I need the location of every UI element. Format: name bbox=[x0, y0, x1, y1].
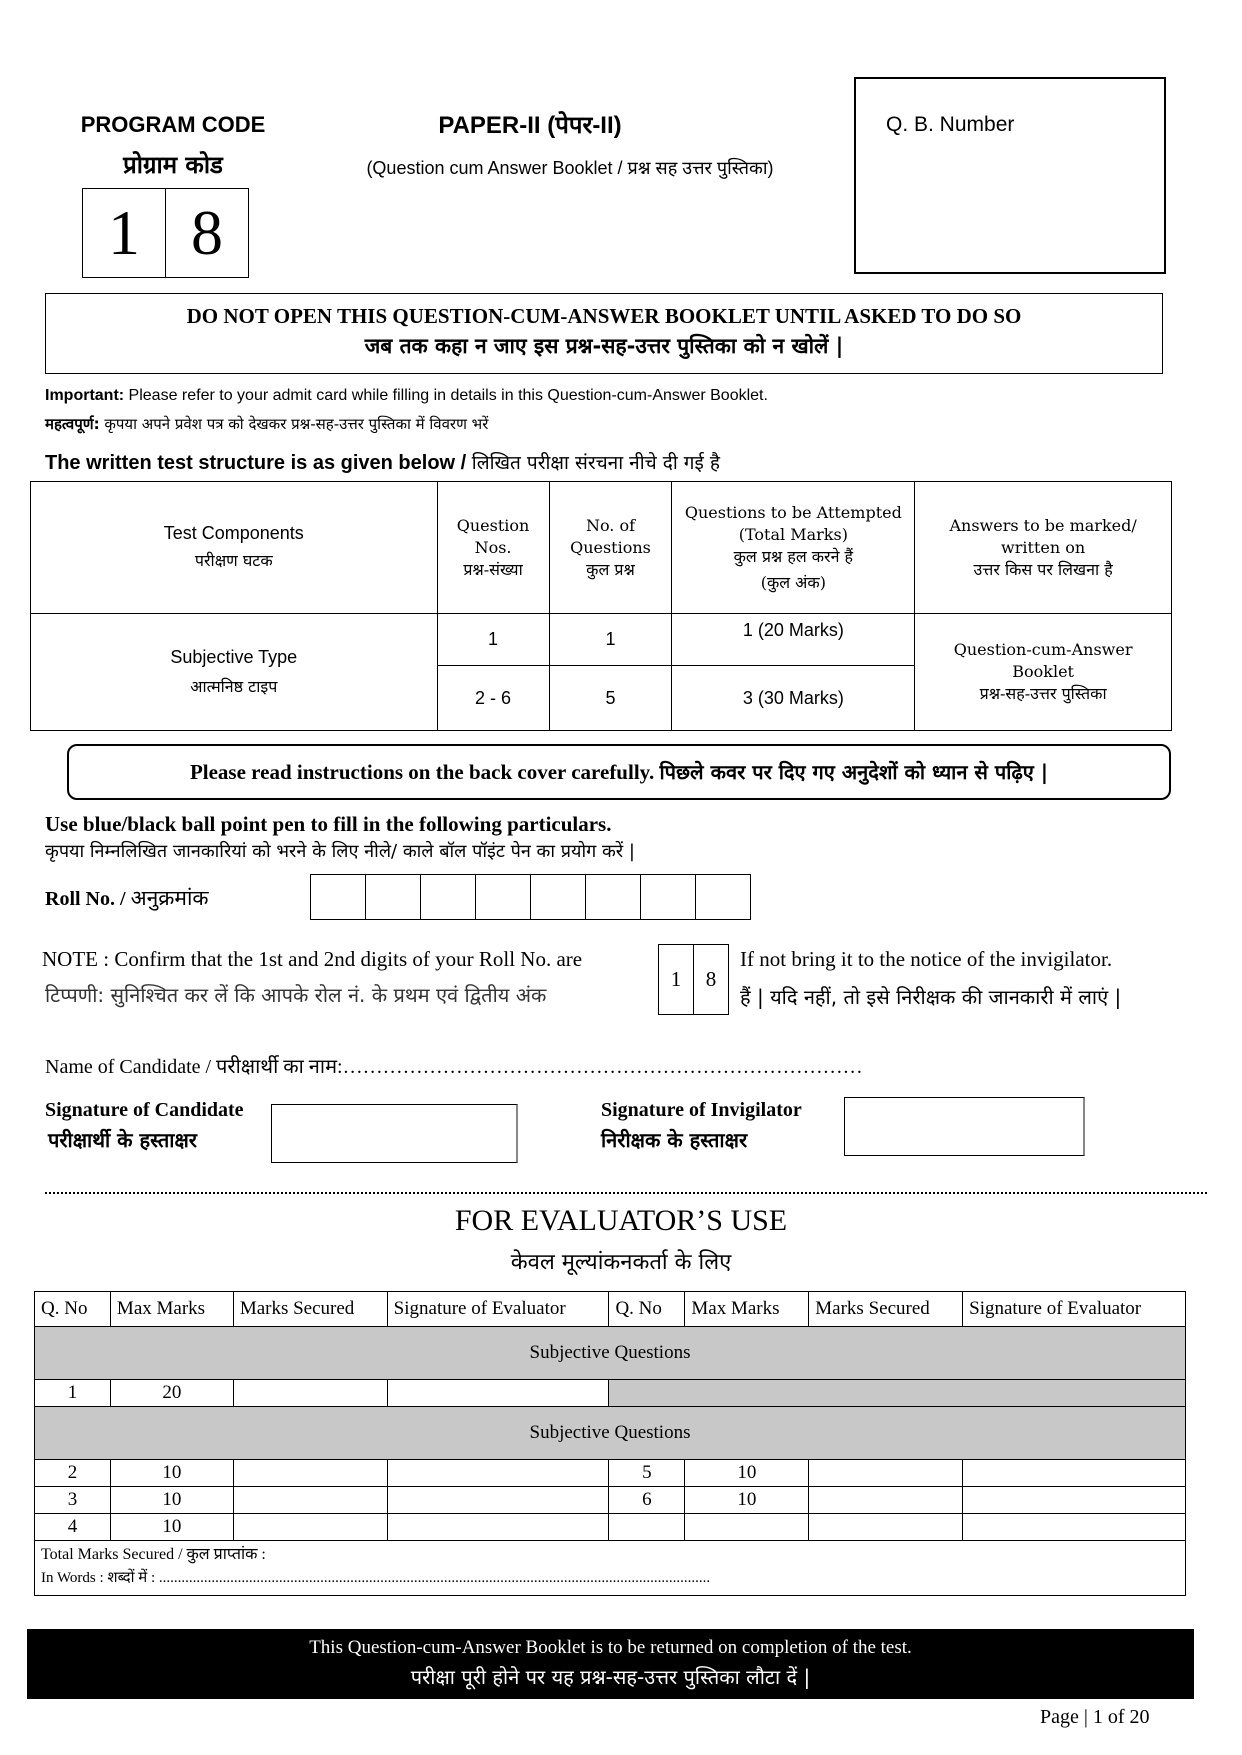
section-label: Subjective Questions bbox=[35, 1327, 1186, 1380]
max-marks: 10 bbox=[685, 1460, 809, 1487]
header-attempt-hi1: कुल प्रश्न हल करने हैं bbox=[733, 546, 854, 566]
header-qnos-line2: Nos. bbox=[474, 537, 512, 557]
signature-invigilator-label: Signature of Invigilator bbox=[601, 1099, 802, 1121]
note-digit: 8 bbox=[693, 945, 728, 1014]
structure-heading-en: The written test structure is as given below / bbox=[45, 452, 472, 474]
header-components bbox=[31, 482, 438, 614]
important-text: Please refer to your admit card while filling in details in this Question-cum-Answer Booklet. bbox=[124, 387, 768, 404]
marks-secured-cell[interactable] bbox=[809, 1460, 963, 1487]
header-noq-line1: No. of bbox=[585, 515, 636, 535]
row1-count: 1 bbox=[549, 614, 672, 666]
q-no: 5 bbox=[609, 1460, 685, 1487]
max-marks: 10 bbox=[110, 1487, 233, 1514]
roll-no-label-en: Roll No. / bbox=[45, 888, 131, 910]
program-code-box bbox=[82, 188, 249, 278]
test-structure-table bbox=[30, 481, 1172, 731]
candidate-name-dots: …………………………………………………………………… bbox=[342, 1056, 863, 1078]
structure-heading bbox=[45, 449, 720, 475]
section-row bbox=[35, 1407, 1186, 1460]
in-words-label: In Words : शब्दों में : bbox=[41, 1570, 159, 1586]
roll-no-digit-box[interactable] bbox=[530, 875, 585, 919]
paper-title: PAPER-II (पेपर-II) bbox=[438, 112, 622, 139]
roll-no-boxes[interactable] bbox=[310, 874, 751, 920]
q-no: 3 bbox=[35, 1487, 111, 1514]
evaluator-signature-cell[interactable] bbox=[387, 1487, 609, 1514]
max-marks: 20 bbox=[110, 1380, 233, 1407]
marks-secured-cell[interactable] bbox=[233, 1380, 387, 1407]
qb-number-box[interactable] bbox=[854, 77, 1166, 274]
evaluator-signature-cell[interactable] bbox=[387, 1514, 609, 1541]
paper-subtitle: (Question cum Answer Booklet / प्रश्न सह उत्तर पुस्तिका) bbox=[366, 158, 774, 178]
note-after-hi: हैं | यदि नहीं, तो इसे निरीक्षक की जानकारी में लाएं | bbox=[740, 985, 1122, 1009]
col-header: Marks Secured bbox=[233, 1292, 387, 1327]
instructions-note-hi: पिछले कवर पर दिए गए अनुदेशों को ध्यान से पढ़िए | bbox=[659, 760, 1049, 784]
evaluator-title: FOR EVALUATOR’S USE bbox=[454, 1204, 788, 1237]
q-no: 2 bbox=[35, 1460, 111, 1487]
table-row bbox=[35, 1380, 1186, 1407]
section-label: Subjective Questions bbox=[35, 1407, 1186, 1460]
header-no-of-questions bbox=[549, 482, 672, 614]
evaluator-signature-cell[interactable] bbox=[963, 1514, 1186, 1541]
marks-secured-cell[interactable] bbox=[233, 1514, 387, 1541]
signature-candidate-box[interactable] bbox=[271, 1104, 518, 1163]
program-code-label: PROGRAM CODE bbox=[80, 112, 266, 137]
roll-no-digit-box[interactable] bbox=[585, 875, 640, 919]
row2-attempt: 3 (30 Marks) bbox=[672, 666, 915, 731]
table-row bbox=[31, 614, 1172, 666]
answer-on-en1: Question-cum-Answer bbox=[953, 640, 1133, 659]
important-note bbox=[45, 387, 768, 405]
program-code-digit: 1 bbox=[108, 197, 140, 268]
header-components-hi: परीक्षण घटक bbox=[194, 551, 273, 570]
note-digit: 1 bbox=[670, 967, 682, 991]
marks-secured-cell[interactable] bbox=[233, 1487, 387, 1514]
marks-secured-cell[interactable] bbox=[233, 1460, 387, 1487]
evaluator-signature-cell[interactable] bbox=[963, 1460, 1186, 1487]
header-noq-line2: Questions bbox=[570, 537, 651, 557]
row2-count: 5 bbox=[549, 666, 672, 731]
subjective-type-en: Subjective Type bbox=[170, 646, 298, 667]
signature-candidate-label-hindi: परीक्षार्थी के हस्ताक्षर bbox=[48, 1128, 197, 1152]
total-row bbox=[35, 1541, 1186, 1596]
return-notice-bar bbox=[27, 1629, 1194, 1699]
header-attempt-line1: Questions to be Attempted bbox=[684, 502, 902, 522]
col-header: Max Marks bbox=[110, 1292, 233, 1327]
total-cell[interactable] bbox=[35, 1541, 1186, 1596]
max-marks: 10 bbox=[110, 1514, 233, 1541]
header-attempt-hi2: (कुल अंक) bbox=[760, 572, 826, 592]
table-row bbox=[35, 1514, 1186, 1541]
header-answers-line2: written on bbox=[1001, 537, 1086, 557]
header-to-attempt bbox=[672, 482, 915, 614]
roll-no-label bbox=[45, 884, 209, 912]
roll-no-digit-box[interactable] bbox=[365, 875, 420, 919]
qb-number-label: Q. B. Number bbox=[886, 113, 1015, 136]
evaluator-table bbox=[34, 1291, 1186, 1596]
table-row bbox=[35, 1487, 1186, 1514]
header-answers-line1: Answers to be marked/ bbox=[949, 515, 1137, 535]
return-notice-hi: परीक्षा पूरी होने पर यह प्रश्न-सह-उत्तर पुस्तिका लौटा दें | bbox=[410, 1665, 811, 1689]
answer-on-cell bbox=[915, 614, 1172, 731]
col-header: Q. No bbox=[609, 1292, 685, 1327]
warning-hi: जब तक कहा न जाए इस प्रश्न-सह-उत्तर पुस्तिका को न खोलें | bbox=[364, 334, 844, 358]
warning-en: DO NOT OPEN THIS QUESTION-CUM-ANSWER BOOKLET UNTIL ASKED TO DO SO bbox=[186, 304, 1022, 328]
candidate-name-label: Name of Candidate / परीक्षार्थी का नाम: bbox=[45, 1056, 343, 1078]
instructions-note bbox=[69, 758, 1169, 785]
note-hi: टिप्पणी: सुनिश्चित कर लें कि आपके रोल नं. के प्रथम एवं द्वितीय अंक bbox=[45, 983, 547, 1007]
important-label: Important: bbox=[45, 387, 125, 404]
marks-secured-cell[interactable] bbox=[809, 1487, 963, 1514]
header-question-nos bbox=[437, 482, 549, 614]
header-qnos-hi: प्रश्न-संख्या bbox=[463, 559, 523, 579]
table-row bbox=[35, 1460, 1186, 1487]
roll-no-digit-box[interactable] bbox=[420, 875, 475, 919]
max-marks: 10 bbox=[110, 1460, 233, 1487]
instructions-note-box bbox=[67, 744, 1171, 800]
row1-attempt: 1 (20 Marks) bbox=[672, 614, 915, 666]
important-label-hindi: महत्वपूर्ण: bbox=[45, 415, 100, 433]
roll-no-label-hi: अनुक्रमांक bbox=[130, 886, 209, 910]
roll-no-digit-box[interactable] bbox=[311, 875, 365, 919]
marks-secured-cell[interactable] bbox=[809, 1514, 963, 1541]
roll-no-digit-box[interactable] bbox=[640, 875, 695, 919]
header-answers-on bbox=[915, 482, 1172, 614]
row1-qnos: 1 bbox=[437, 614, 549, 666]
program-code-digit: 8 bbox=[165, 189, 248, 277]
do-not-open-warning bbox=[45, 293, 1163, 374]
evaluator-title-hindi: केवल मूल्यांकनकर्ता के लिए bbox=[510, 1250, 732, 1275]
note-after-en: If not bring it to the notice of the invigilator. bbox=[740, 947, 1113, 971]
q-no: 4 bbox=[35, 1514, 111, 1541]
signature-candidate-label: Signature of Candidate bbox=[45, 1099, 244, 1121]
in-words-dots: ................................................................................................................................................... bbox=[158, 1570, 711, 1586]
evaluator-signature-cell[interactable] bbox=[387, 1460, 609, 1487]
col-header: Signature of Evaluator bbox=[963, 1292, 1186, 1327]
program-code-label-hindi: प्रोग्राम कोड bbox=[123, 151, 223, 179]
max-marks: 10 bbox=[685, 1487, 809, 1514]
instructions-note-en: Please read instructions on the back cover carefully. bbox=[189, 760, 660, 784]
header-components-en: Test Components bbox=[163, 523, 304, 543]
col-header: Q. No bbox=[35, 1292, 111, 1327]
col-header: Signature of Evaluator bbox=[387, 1292, 609, 1327]
answer-on-hi: प्रश्न-सह-उत्तर पुस्तिका bbox=[979, 684, 1107, 703]
structure-heading-hi: लिखित परीक्षा संरचना नीचे दी गई है bbox=[471, 452, 720, 474]
col-header: Marks Secured bbox=[809, 1292, 963, 1327]
greyed-cell bbox=[609, 1380, 1186, 1407]
note-digits-box bbox=[658, 944, 729, 1015]
roll-no-digit-box[interactable] bbox=[475, 875, 530, 919]
subjective-type-hi: आत्मनिष्ठ टाइप bbox=[190, 676, 278, 696]
q-no: 1 bbox=[35, 1380, 111, 1407]
max-marks bbox=[685, 1514, 809, 1541]
page-number: Page | 1 of 20 bbox=[1040, 1706, 1150, 1728]
fill-note-en: Use blue/black ball point pen to fill in the following particulars. bbox=[45, 812, 612, 836]
cut-line bbox=[45, 1192, 1207, 1194]
signature-invigilator-box[interactable] bbox=[844, 1097, 1085, 1156]
note-en: NOTE : Confirm that the 1st and 2nd digits of your Roll No. are bbox=[42, 947, 583, 971]
header-qnos-line1: Question bbox=[456, 515, 530, 535]
signature-invigilator-label-hindi: निरीक्षक के हस्ताक्षर bbox=[601, 1128, 748, 1152]
header-answers-hi: उत्तर किस पर लिखना है bbox=[973, 559, 1113, 579]
row2-qnos: 2 - 6 bbox=[437, 666, 549, 731]
answer-on-en2: Booklet bbox=[1012, 662, 1074, 681]
evaluator-signature-cell[interactable] bbox=[963, 1487, 1186, 1514]
header-noq-hi: कुल प्रश्न bbox=[586, 559, 635, 579]
important-text-hindi: कृपया अपने प्रवेश पत्र को देखकर प्रश्न-सह-उत्तर पुस्तिका में विवरण भरें bbox=[99, 415, 489, 433]
evaluator-header-row bbox=[35, 1292, 1186, 1327]
header-attempt-line2: (Total Marks) bbox=[738, 524, 848, 544]
table-header-row bbox=[31, 482, 1172, 614]
candidate-name-field[interactable] bbox=[45, 1052, 863, 1079]
q-no: 6 bbox=[609, 1487, 685, 1514]
roll-no-digit-box[interactable] bbox=[695, 875, 750, 919]
subjective-type-cell bbox=[31, 614, 438, 731]
fill-note-hi: कृपया निम्नलिखित जानकारियां को भरने के लिए नीले/ काले बॉल पॉइंट पेन का प्रयोग करें | bbox=[45, 841, 635, 862]
q-no bbox=[609, 1514, 685, 1541]
return-notice-en: This Question-cum-Answer Booklet is to be returned on completion of the test. bbox=[309, 1637, 912, 1658]
section-row bbox=[35, 1327, 1186, 1380]
in-words-line bbox=[41, 1567, 1179, 1589]
col-header: Max Marks bbox=[685, 1292, 809, 1327]
total-marks-label: Total Marks Secured / कुल प्राप्तांक : bbox=[41, 1546, 266, 1563]
important-note-hindi bbox=[45, 414, 488, 434]
evaluator-signature-cell[interactable] bbox=[387, 1380, 609, 1407]
